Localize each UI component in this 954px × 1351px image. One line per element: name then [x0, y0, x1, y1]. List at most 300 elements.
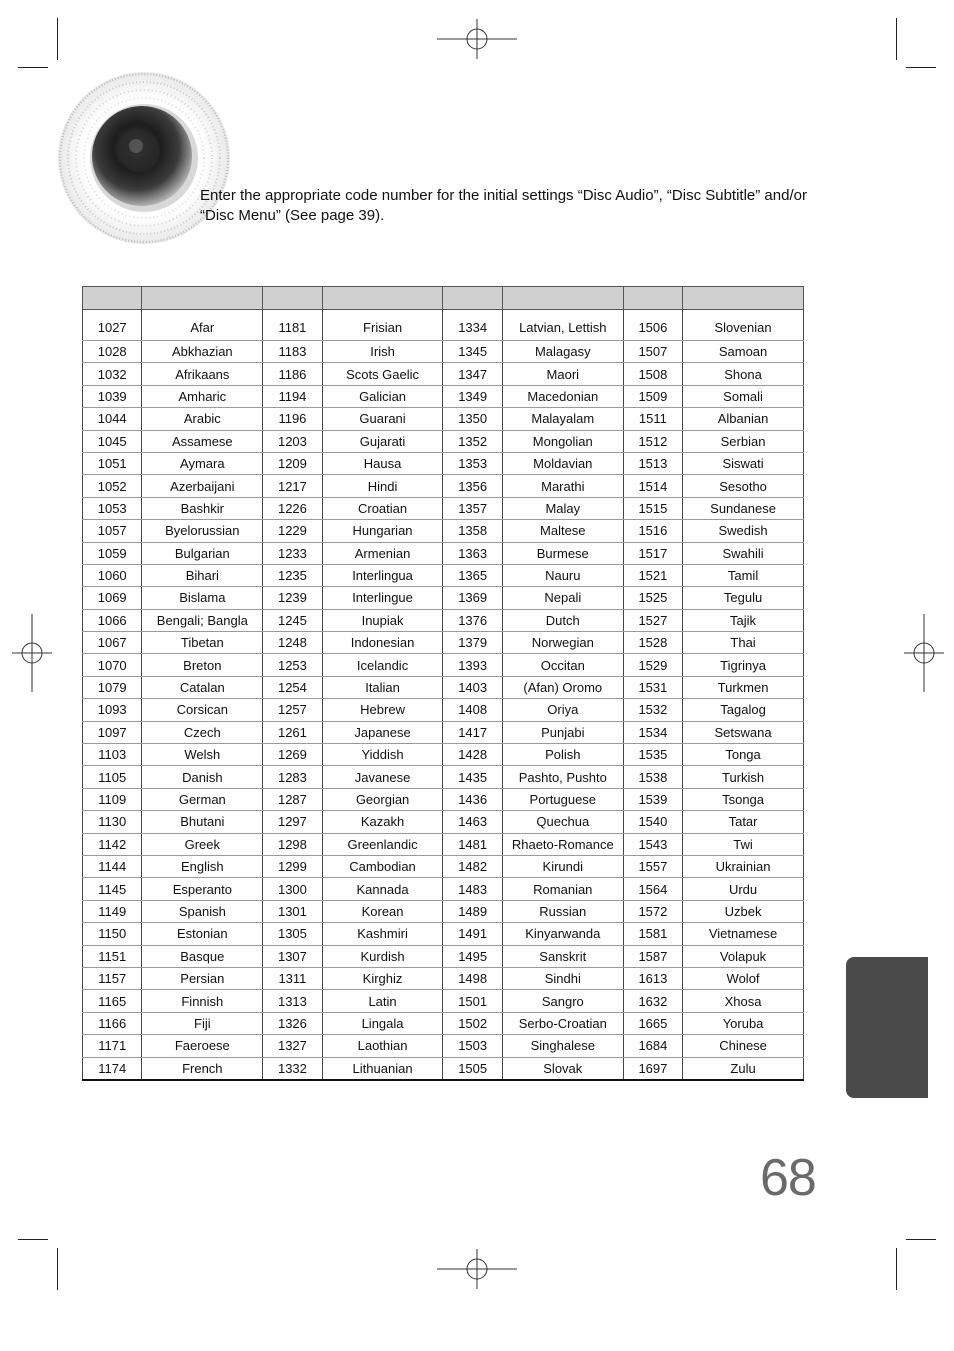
code-cell: 1174 — [83, 1057, 142, 1080]
header-cell-code — [263, 287, 322, 310]
language-cell: Kurdish — [322, 945, 443, 967]
language-cell: Corsican — [142, 699, 263, 721]
language-cell: Burmese — [502, 542, 623, 564]
language-cell: Galician — [322, 385, 443, 407]
language-cell: Kannada — [322, 878, 443, 900]
language-cell: Breton — [142, 654, 263, 676]
header-cell-language — [683, 287, 804, 310]
language-cell: Malagasy — [502, 341, 623, 363]
code-cell: 1233 — [263, 542, 322, 564]
language-cell: Maltese — [502, 520, 623, 542]
header-cell-code — [443, 287, 502, 310]
code-cell: 1235 — [263, 564, 322, 586]
language-cell: Persian — [142, 967, 263, 989]
language-cell: Finnish — [142, 990, 263, 1012]
code-cell: 1307 — [263, 945, 322, 967]
language-cell: Kinyarwanda — [502, 923, 623, 945]
table-row — [83, 654, 804, 676]
language-cell: Macedonian — [502, 385, 623, 407]
code-cell: 1299 — [263, 855, 322, 877]
table-row — [83, 430, 804, 452]
language-cell: Assamese — [142, 430, 263, 452]
language-cell: Pashto, Pushto — [502, 766, 623, 788]
table-row — [83, 811, 804, 833]
language-cell: Chinese — [683, 1035, 804, 1057]
code-cell: 1363 — [443, 542, 502, 564]
language-cell: Occitan — [502, 654, 623, 676]
language-cell: Serbo-Croatian — [502, 1012, 623, 1034]
code-cell: 1142 — [83, 833, 142, 855]
language-cell: Somali — [683, 385, 804, 407]
code-cell: 1130 — [83, 811, 142, 833]
language-cell: Mongolian — [502, 430, 623, 452]
code-cell: 1103 — [83, 744, 142, 766]
table-row — [83, 587, 804, 609]
code-cell: 1564 — [623, 878, 682, 900]
language-cell: Japanese — [322, 721, 443, 743]
code-cell: 1379 — [443, 632, 502, 654]
code-cell: 1254 — [263, 676, 322, 698]
language-cell: Slovak — [502, 1057, 623, 1080]
table-row — [83, 699, 804, 721]
language-cell: Interlingue — [322, 587, 443, 609]
code-cell: 1515 — [623, 497, 682, 519]
language-cell: Malayalam — [502, 408, 623, 430]
code-cell: 1067 — [83, 632, 142, 654]
code-cell: 1144 — [83, 855, 142, 877]
language-cell: Georgian — [322, 788, 443, 810]
language-cell: Singhalese — [502, 1035, 623, 1057]
crop-mark — [906, 1239, 936, 1240]
code-cell: 1521 — [623, 564, 682, 586]
language-cell: Sanskrit — [502, 945, 623, 967]
table-header-row — [83, 287, 804, 310]
code-cell: 1632 — [623, 990, 682, 1012]
table-row — [83, 1057, 804, 1080]
code-cell: 1269 — [263, 744, 322, 766]
table-row — [83, 475, 804, 497]
language-cell: Polish — [502, 744, 623, 766]
language-cell: Turkmen — [683, 676, 804, 698]
crop-mark — [57, 18, 58, 60]
code-cell: 1527 — [623, 609, 682, 631]
language-cell: Ukrainian — [683, 855, 804, 877]
language-cell: Sangro — [502, 990, 623, 1012]
code-cell: 1261 — [263, 721, 322, 743]
code-cell: 1326 — [263, 1012, 322, 1034]
code-cell: 1507 — [623, 341, 682, 363]
language-cell: Marathi — [502, 475, 623, 497]
code-cell: 1347 — [443, 363, 502, 385]
language-cell: Faeroese — [142, 1035, 263, 1057]
intro-text: Enter the appropriate code number for the initial settings “Disc Audio”, “Disc Subtitle” and/or “Disc Menu” (See page 39). — [200, 187, 807, 224]
table-row — [83, 676, 804, 698]
code-cell: 1334 — [443, 310, 502, 341]
registration-mark-icon — [437, 19, 517, 59]
code-cell: 1489 — [443, 900, 502, 922]
table-row — [83, 408, 804, 430]
code-cell: 1514 — [623, 475, 682, 497]
table-row — [83, 310, 804, 341]
code-cell: 1506 — [623, 310, 682, 341]
language-cell: Hebrew — [322, 699, 443, 721]
table-row — [83, 341, 804, 363]
code-cell: 1613 — [623, 967, 682, 989]
code-cell: 1503 — [443, 1035, 502, 1057]
code-cell: 1581 — [623, 923, 682, 945]
code-cell: 1369 — [443, 587, 502, 609]
code-cell: 1532 — [623, 699, 682, 721]
code-cell: 1239 — [263, 587, 322, 609]
page-number: 68 — [760, 1149, 816, 1207]
language-cell: Kirundi — [502, 855, 623, 877]
code-cell: 1196 — [263, 408, 322, 430]
code-cell: 1297 — [263, 811, 322, 833]
table-row — [83, 385, 804, 407]
language-cell: Russian — [502, 900, 623, 922]
language-cell: Afar — [142, 310, 263, 341]
code-cell: 1495 — [443, 945, 502, 967]
language-cell: Byelorussian — [142, 520, 263, 542]
code-cell: 1057 — [83, 520, 142, 542]
table-row — [83, 542, 804, 564]
language-cell: Hungarian — [322, 520, 443, 542]
code-cell: 1226 — [263, 497, 322, 519]
language-cell: Javanese — [322, 766, 443, 788]
language-cell: Zulu — [683, 1057, 804, 1080]
code-cell: 1483 — [443, 878, 502, 900]
language-cell: Kirghiz — [322, 967, 443, 989]
code-cell: 1417 — [443, 721, 502, 743]
language-cell: Greek — [142, 833, 263, 855]
language-cell: Urdu — [683, 878, 804, 900]
language-cell: Frisian — [322, 310, 443, 341]
table-row — [83, 520, 804, 542]
header-cell-language — [502, 287, 623, 310]
language-cell: Slovenian — [683, 310, 804, 341]
crop-mark — [896, 1248, 897, 1290]
code-cell: 1350 — [443, 408, 502, 430]
code-cell: 1028 — [83, 341, 142, 363]
language-cell: Cambodian — [322, 855, 443, 877]
code-cell: 1349 — [443, 385, 502, 407]
code-cell: 1508 — [623, 363, 682, 385]
language-cell: Fiji — [142, 1012, 263, 1034]
header-cell-language — [142, 287, 263, 310]
code-cell: 1535 — [623, 744, 682, 766]
code-cell: 1060 — [83, 564, 142, 586]
code-cell: 1352 — [443, 430, 502, 452]
code-cell: 1531 — [623, 676, 682, 698]
code-cell: 1403 — [443, 676, 502, 698]
language-cell: Setswana — [683, 721, 804, 743]
code-cell: 1066 — [83, 609, 142, 631]
table-row — [83, 967, 804, 989]
language-cell: Arabic — [142, 408, 263, 430]
code-cell: 1356 — [443, 475, 502, 497]
language-cell: Portuguese — [502, 788, 623, 810]
table-row — [83, 564, 804, 586]
code-cell: 1408 — [443, 699, 502, 721]
code-cell: 1305 — [263, 923, 322, 945]
language-cell: Interlingua — [322, 564, 443, 586]
code-cell: 1069 — [83, 587, 142, 609]
table-row — [83, 855, 804, 877]
code-cell: 1301 — [263, 900, 322, 922]
language-cell: Shona — [683, 363, 804, 385]
code-cell: 1491 — [443, 923, 502, 945]
language-cell: Gujarati — [322, 430, 443, 452]
language-cell: Vietnamese — [683, 923, 804, 945]
code-cell: 1665 — [623, 1012, 682, 1034]
table-row — [83, 721, 804, 743]
language-cell: Icelandic — [322, 654, 443, 676]
language-cell: Nepali — [502, 587, 623, 609]
code-cell: 1093 — [83, 699, 142, 721]
language-cell: Uzbek — [683, 900, 804, 922]
table-row — [83, 1012, 804, 1034]
language-cell: Afrikaans — [142, 363, 263, 385]
language-cell: Armenian — [322, 542, 443, 564]
language-cell: Punjabi — [502, 721, 623, 743]
code-cell: 1513 — [623, 452, 682, 474]
code-cell: 1171 — [83, 1035, 142, 1057]
table-row — [83, 766, 804, 788]
code-cell: 1327 — [263, 1035, 322, 1057]
language-cell: Yiddish — [322, 744, 443, 766]
language-cell: Azerbaijani — [142, 475, 263, 497]
registration-mark-icon — [437, 1249, 517, 1289]
code-cell: 1311 — [263, 967, 322, 989]
language-cell: Bhutani — [142, 811, 263, 833]
language-cell: Hausa — [322, 452, 443, 474]
code-cell: 1027 — [83, 310, 142, 341]
code-cell: 1572 — [623, 900, 682, 922]
code-cell: 1109 — [83, 788, 142, 810]
code-cell: 1149 — [83, 900, 142, 922]
code-cell: 1365 — [443, 564, 502, 586]
table-row — [83, 632, 804, 654]
language-cell: Albanian — [683, 408, 804, 430]
language-cell: Tamil — [683, 564, 804, 586]
table-row — [83, 878, 804, 900]
header-cell-code — [83, 287, 142, 310]
language-cell: French — [142, 1057, 263, 1080]
crop-mark — [906, 67, 936, 68]
language-cell: Malay — [502, 497, 623, 519]
language-cell: Latvian, Lettish — [502, 310, 623, 341]
code-cell: 1157 — [83, 967, 142, 989]
language-cell: Korean — [322, 900, 443, 922]
header-cell-code — [623, 287, 682, 310]
language-cell: Inupiak — [322, 609, 443, 631]
code-cell: 1051 — [83, 452, 142, 474]
language-code-table — [82, 286, 804, 1081]
language-cell: Amharic — [142, 385, 263, 407]
code-cell: 1181 — [263, 310, 322, 341]
language-cell: Swedish — [683, 520, 804, 542]
language-cell: Irish — [322, 341, 443, 363]
table-row — [83, 363, 804, 385]
code-cell: 1540 — [623, 811, 682, 833]
language-cell: Bashkir — [142, 497, 263, 519]
table-row — [83, 923, 804, 945]
language-cell: English — [142, 855, 263, 877]
code-cell: 1044 — [83, 408, 142, 430]
language-cell: Welsh — [142, 744, 263, 766]
code-cell: 1257 — [263, 699, 322, 721]
language-cell: Kashmiri — [322, 923, 443, 945]
code-cell: 1539 — [623, 788, 682, 810]
language-cell: Estonian — [142, 923, 263, 945]
code-cell: 1529 — [623, 654, 682, 676]
language-cell: Danish — [142, 766, 263, 788]
code-cell: 1501 — [443, 990, 502, 1012]
language-cell: Oriya — [502, 699, 623, 721]
language-cell: German — [142, 788, 263, 810]
language-cell: Samoan — [683, 341, 804, 363]
language-cell: Tagalog — [683, 699, 804, 721]
language-cell: Sesotho — [683, 475, 804, 497]
code-cell: 1209 — [263, 452, 322, 474]
code-cell: 1538 — [623, 766, 682, 788]
language-cell: Aymara — [142, 452, 263, 474]
crop-mark — [18, 1239, 48, 1240]
code-cell: 1287 — [263, 788, 322, 810]
language-cell: Tatar — [683, 811, 804, 833]
language-cell: Turkish — [683, 766, 804, 788]
code-cell: 1052 — [83, 475, 142, 497]
code-cell: 1516 — [623, 520, 682, 542]
language-cell: Bulgarian — [142, 542, 263, 564]
table-row — [83, 609, 804, 631]
registration-mark-icon — [904, 614, 944, 692]
language-cell: Spanish — [142, 900, 263, 922]
code-cell: 1039 — [83, 385, 142, 407]
language-cell: Serbian — [683, 430, 804, 452]
language-cell: Czech — [142, 721, 263, 743]
code-cell: 1229 — [263, 520, 322, 542]
language-cell: Volapuk — [683, 945, 804, 967]
language-cell: Tibetan — [142, 632, 263, 654]
language-cell: Siswati — [683, 452, 804, 474]
language-cell: Sundanese — [683, 497, 804, 519]
code-cell: 1248 — [263, 632, 322, 654]
table-row — [83, 945, 804, 967]
language-cell: Quechua — [502, 811, 623, 833]
language-cell: Nauru — [502, 564, 623, 586]
code-cell: 1528 — [623, 632, 682, 654]
code-cell: 1534 — [623, 721, 682, 743]
language-cell: Wolof — [683, 967, 804, 989]
code-cell: 1543 — [623, 833, 682, 855]
language-cell: Twi — [683, 833, 804, 855]
code-cell: 1105 — [83, 766, 142, 788]
code-cell: 1345 — [443, 341, 502, 363]
language-cell: Lingala — [322, 1012, 443, 1034]
crop-mark — [57, 1248, 58, 1290]
language-cell: Sindhi — [502, 967, 623, 989]
code-cell: 1482 — [443, 855, 502, 877]
language-cell: Abkhazian — [142, 341, 263, 363]
language-cell: Bislama — [142, 587, 263, 609]
language-cell: Tigrinya — [683, 654, 804, 676]
table-row — [83, 1035, 804, 1057]
code-cell: 1283 — [263, 766, 322, 788]
code-cell: 1183 — [263, 341, 322, 363]
code-cell: 1557 — [623, 855, 682, 877]
table-row — [83, 744, 804, 766]
code-cell: 1194 — [263, 385, 322, 407]
code-cell: 1151 — [83, 945, 142, 967]
code-cell: 1079 — [83, 676, 142, 698]
code-cell: 1245 — [263, 609, 322, 631]
language-cell: Latin — [322, 990, 443, 1012]
code-cell: 1697 — [623, 1057, 682, 1080]
code-cell: 1376 — [443, 609, 502, 631]
code-cell: 1502 — [443, 1012, 502, 1034]
language-cell: Tegulu — [683, 587, 804, 609]
code-cell: 1032 — [83, 363, 142, 385]
crop-mark — [18, 67, 48, 68]
code-cell: 1203 — [263, 430, 322, 452]
language-cell: Yoruba — [683, 1012, 804, 1034]
code-cell: 1165 — [83, 990, 142, 1012]
header-cell-language — [322, 287, 443, 310]
code-cell: 1587 — [623, 945, 682, 967]
code-cell: 1505 — [443, 1057, 502, 1080]
code-cell: 1436 — [443, 788, 502, 810]
code-cell: 1393 — [443, 654, 502, 676]
language-cell: Italian — [322, 676, 443, 698]
code-cell: 1053 — [83, 497, 142, 519]
language-cell: Thai — [683, 632, 804, 654]
language-cell: Scots Gaelic — [322, 363, 443, 385]
code-cell: 1684 — [623, 1035, 682, 1057]
table-row — [83, 990, 804, 1012]
language-cell: Xhosa — [683, 990, 804, 1012]
language-cell: Indonesian — [322, 632, 443, 654]
code-cell: 1150 — [83, 923, 142, 945]
code-cell: 1298 — [263, 833, 322, 855]
language-cell: Catalan — [142, 676, 263, 698]
code-cell: 1332 — [263, 1057, 322, 1080]
code-cell: 1070 — [83, 654, 142, 676]
code-cell: 1300 — [263, 878, 322, 900]
language-cell: Tajik — [683, 609, 804, 631]
code-cell: 1357 — [443, 497, 502, 519]
table-row — [83, 900, 804, 922]
language-cell: Swahili — [683, 542, 804, 564]
code-cell: 1498 — [443, 967, 502, 989]
language-cell: Romanian — [502, 878, 623, 900]
language-cell: Laothian — [322, 1035, 443, 1057]
table-row — [83, 497, 804, 519]
language-cell: Dutch — [502, 609, 623, 631]
code-cell: 1525 — [623, 587, 682, 609]
language-cell: Bengali; Bangla — [142, 609, 263, 631]
table-row — [83, 788, 804, 810]
language-cell: Bihari — [142, 564, 263, 586]
language-cell: Basque — [142, 945, 263, 967]
language-cell: Croatian — [322, 497, 443, 519]
code-cell: 1517 — [623, 542, 682, 564]
language-cell: Tsonga — [683, 788, 804, 810]
language-cell: Rhaeto-Romance — [502, 833, 623, 855]
code-cell: 1511 — [623, 408, 682, 430]
language-cell: Kazakh — [322, 811, 443, 833]
code-cell: 1509 — [623, 385, 682, 407]
